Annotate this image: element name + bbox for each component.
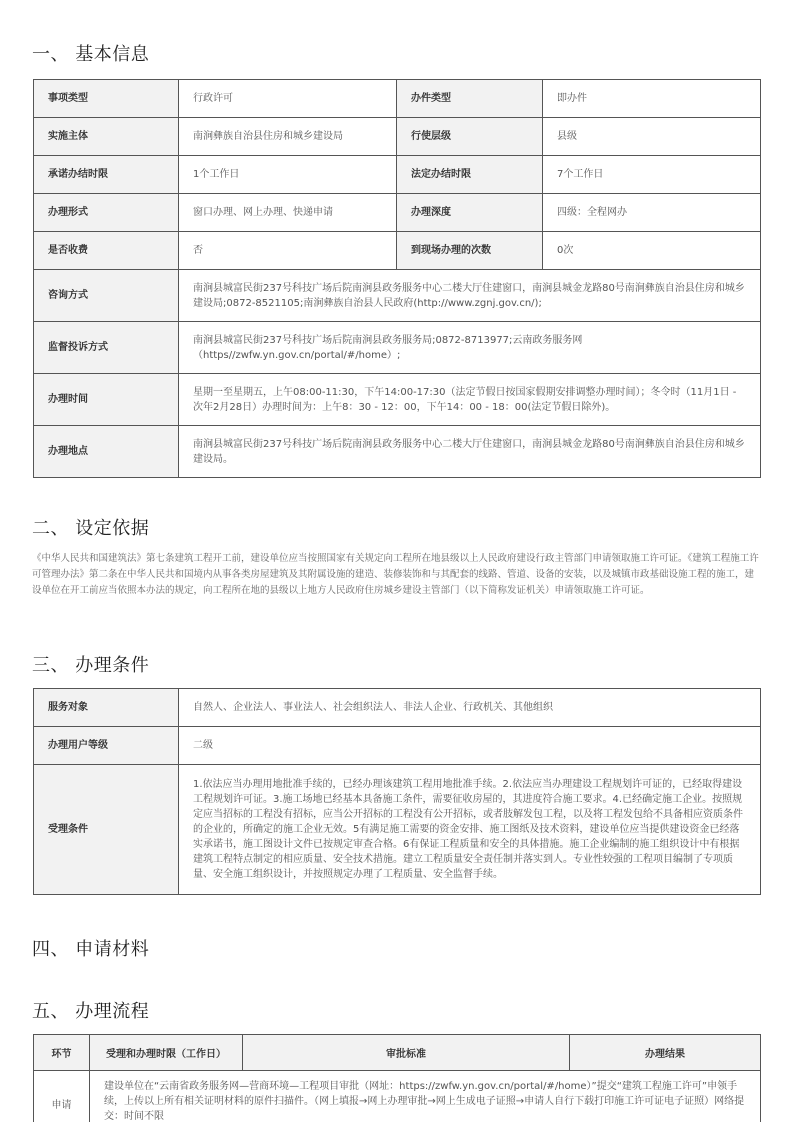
row-label: 承诺办结时限 [34,156,179,194]
conditions-table [33,688,761,895]
row-value: 县级 [543,118,761,156]
table-header-row [34,1035,761,1071]
column-header: 受理和办理时限（工作日） [90,1035,243,1071]
row-value: 7个工作日 [543,156,761,194]
row-label: 办理时间 [34,374,179,426]
row-label: 实施主体 [34,118,179,156]
row-value: 即办件 [543,80,761,118]
row-label: 服务对象 [34,689,179,727]
row-value: 0次 [543,232,761,270]
row-label: 到现场办理的次数 [397,232,543,270]
table-row [34,270,761,322]
row-value: 否 [179,232,397,270]
row-label: 办理形式 [34,194,179,232]
row-value: 1.依法应当办理用地批准手续的，已经办理该建筑工程用地批准手续。2.依法应当办理建设工程规划许可证的，已经取得建设工程规划许可证。3.施工场地已经基本具备施工条件，需要征收房屋的，其进度符合施工要求。4.已经确定施工企业。按照规定应当招标的工程没有招标，应当公开招标的工程没有公开招标，或者肢解发包工程，以及将工程发包给不具备相应资质条件的企业的，所确定的施工企业无效。5有满足施工需要的资金安排、施工图纸及技术资料，建设单位应当提供建设资金已经落实承诺书，施工图设计文件已按规定审查合格。6有保证工程质量和安全的具体措施。施工企业编制的施工组织设计中有根据建筑工程特点制定的相应质量、安全技术措施。建立工程质量安全责任制并落实到人。专业性较强的工程项目编制了专项质量、安全施工组织设计，并按照规定办理了工程质量、安全监督手续。 [179,765,761,895]
process-description: 建设单位在“云南省政务服务网—营商环境—工程项目审批（网址：https://zwfw.yn.gov.cn/portal/#/home）”提交“建筑工程施工许可”申领手续，上传以上所有相关证明材料的原件扫描件。（网上填报→网上办理审批→网上生成电子证照→申请人自行下载打印施工许可证电子证照）网络提交：时间不限 [90,1071,761,1122]
section-title-basic-info: 一、 基本信息 [32,44,150,65]
process-table [33,1034,761,1122]
section-title-process: 五、 办理流程 [32,1001,150,1022]
basic-info-table [33,79,761,478]
row-label: 办理地点 [34,426,179,478]
row-label: 法定办结时限 [397,156,543,194]
section-title-materials: 四、 申请材料 [32,939,150,960]
table-row [34,689,761,727]
table-row [34,727,761,765]
row-label: 监督投诉方式 [34,322,179,374]
table-row [34,156,761,194]
row-label: 办理深度 [397,194,543,232]
table-row [34,118,761,156]
place-value: 南涧县城富民街237号科技广场后院南涧县政务服务中心二楼大厅住建窗口，南涧县城金龙路80号南涧彝族自治县住房和城乡建设局。 [179,426,761,478]
table-row [34,322,761,374]
row-label: 受理条件 [34,765,179,895]
row-value: 行政许可 [179,80,397,118]
column-header: 审批标准 [243,1035,570,1071]
row-value: 二级 [179,727,761,765]
legal-basis-text: 《中华人民共和国建筑法》第七条建筑工程开工前，建设单位应当按照国家有关规定向工程所在地县级以上人民政府建设行政主管部门申请领取施工许可证。《建筑工程施工许可管理办法》第二条在中华人民共和国境内从事各类房屋建筑及其附属设施的建造、装修装饰和与其配套的线路、管道、设备的安装，以及城镇市政基础设施工程的施工，建设单位在开工前应当依照本办法的规定，向工程所在地的县级以上地方人民政府住房城乡建设主管部门（以下简称发证机关）申请领取施工许可证。 [32,553,759,596]
row-label: 办件类型 [397,80,543,118]
row-label: 咨询方式 [34,270,179,322]
section-title-legal-basis: 二、 设定依据 [32,518,150,539]
table-row [34,194,761,232]
row-label: 是否收费 [34,232,179,270]
stage-cell: 申请 [34,1071,90,1122]
table-row [34,374,761,426]
row-label: 事项类型 [34,80,179,118]
row-value: 四级：全程网办 [543,194,761,232]
row-label: 办理用户等级 [34,727,179,765]
hours-value: 星期一至星期五，上午08:00-11:30，下午14:00-17:30（法定节假日按国家假期安排调整办理时间）；冬令时（11月1日 - 次年2月28日）办理时间为：上午8：30 - 12：00，下午14：00 - 18：00(法定节假日除外)。 [179,374,761,426]
complaint-value: 南涧县城富民街237号科技广场后院南涧县政务服务局;0872-8713977;云南政务服务网（https//zwfw.yn.gov.cn/portal/#/home）; [179,322,761,374]
row-value: 窗口办理、网上办理、快递申请 [179,194,397,232]
column-header: 办理结果 [570,1035,761,1071]
row-value: 南涧彝族自治县住房和城乡建设局 [179,118,397,156]
table-row [34,80,761,118]
section-title-conditions: 三、 办理条件 [32,655,150,676]
row-label: 行使层级 [397,118,543,156]
table-row [34,765,761,895]
table-row [34,232,761,270]
consult-value: 南涧县城富民街237号科技广场后院南涧县政务服务中心二楼大厅住建窗口，南涧县城金龙路80号南涧彝族自治县住房和城乡建设局;0872-8521105;南涧彝族自治县人民政府(http://www.zgnj.gov.cn/); [179,270,761,322]
table-row [34,426,761,478]
column-header: 环节 [34,1035,90,1071]
row-value: 1个工作日 [179,156,397,194]
table-row [34,1071,761,1122]
row-value: 自然人、企业法人、事业法人、社会组织法人、非法人企业、行政机关、其他组织 [179,689,761,727]
